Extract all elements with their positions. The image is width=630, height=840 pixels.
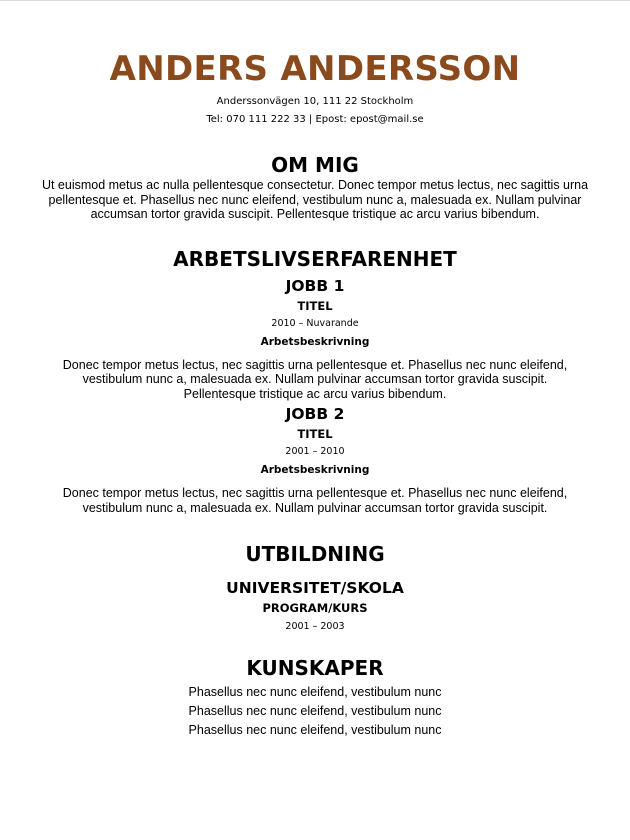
job-role: TITEL	[297, 298, 333, 313]
job-dates: 2010 – Nuvarande	[271, 317, 359, 329]
address-line: Anderssonvägen 10, 111 22 Stockholm	[216, 96, 414, 107]
resume-page	[0, 1, 630, 740]
job-dates: 2001 – 2010	[285, 446, 345, 457]
section-title-experience: ARBETSLIVSERFARENHET	[173, 246, 457, 271]
job-entry	[0, 275, 630, 402]
education-dates: 2001 – 2003	[285, 621, 345, 632]
job-name: JOBB 2	[285, 405, 345, 423]
section-title-skills: KUNSKAPER	[246, 656, 384, 680]
education-school: UNIVERSITET/SKOLA	[226, 579, 404, 597]
job-role: TITEL	[297, 427, 333, 441]
resume-name: ANDERS ANDERSSON	[109, 49, 521, 89]
job-description-label: Arbetsbeskrivning	[260, 335, 370, 348]
education-program: PROGRAM/KURS	[262, 601, 368, 615]
contact-line: Tel: 070 111 222 33 | Epost: epost@mail.se	[206, 114, 424, 125]
skill-item: Phasellus nec nunc eleifend, vestibulum nunc	[188, 704, 442, 718]
job-description: Donec tempor metus lectus, nec sagittis urna pellentesque et. Phasellus nec nunc eleifend, vestibulum nunc a, malesuada ex. Nullam pulvinar accumsan tortor gravida suscipit. Pellentesque tristique ac arcu varius bibendum.	[62, 357, 568, 401]
job-name: JOBB 1	[285, 276, 345, 295]
job-description: Donec tempor metus lectus, nec sagittis urna pellentesque et. Phasellus nec nunc eleifend, vestibulum nunc a, malesuada ex. Nullam pulvinar accumsan tortor gravida suscipit.	[62, 486, 568, 515]
skill-item: Phasellus nec nunc eleifend, vestibulum nunc	[188, 723, 442, 737]
job-description-label: Arbetsbeskrivning	[260, 464, 370, 476]
about-paragraph: Ut euismod metus ac nulla pellentesque consectetur. Donec tempor metus lectus, nec sagittis urna pellentesque et. Phasellus nec nunc eleifend, vestibulum nunc a, malesuada ex. Nullam pulvinar accumsan tortor gravida suscipit. Pellentesque tristique ac arcu varius bibendum.	[41, 178, 589, 221]
job-entry	[0, 403, 630, 515]
section-title-about: OM MIG	[271, 153, 359, 177]
section-title-education: UTBILDNING	[245, 542, 385, 566]
skill-item: Phasellus nec nunc eleifend, vestibulum nunc	[188, 685, 442, 699]
